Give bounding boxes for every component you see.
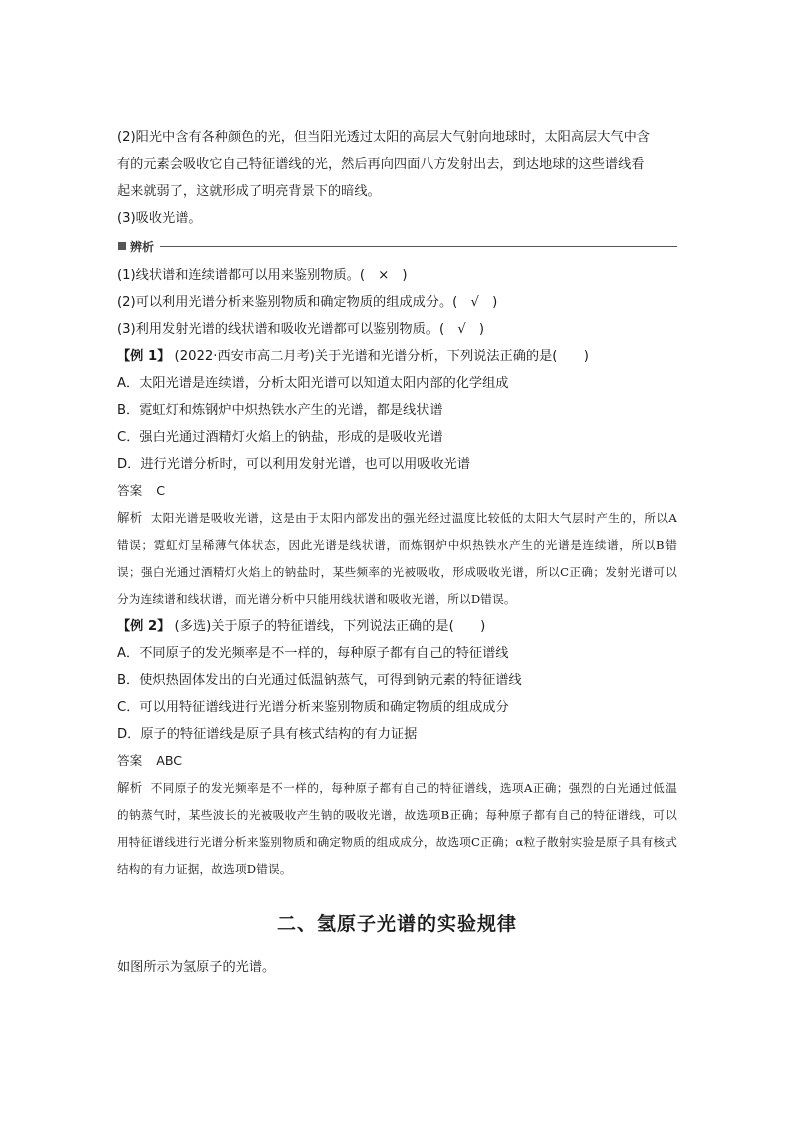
analysis-item-2: (2)可以利用光谱分析来鉴别物质和确定物质的组成成分。( √ ) (117, 295, 498, 310)
intro-point-3: (3)吸收光谱。 (117, 211, 202, 226)
analysis-section-header (117, 234, 677, 258)
example2-option-a: A．不同原子的发光频率是不一样的，每种原子都有自己的特征谱线 (117, 646, 509, 661)
example2-answer-line (117, 748, 677, 774)
example1-tag: 【例 1】 (117, 349, 171, 364)
section2-heading: 二、氢原子光谱的实验规律 (276, 913, 517, 935)
example2-option-d: D．原子的特征谱线是原子具有核式结构的有力证据 (117, 727, 418, 742)
example2-answer: ABC (156, 753, 183, 768)
example1-answer-label: 答案 (117, 483, 143, 498)
example1-stem-line (117, 343, 677, 370)
example2-option-b: B．使炽热固体发出的白光通过低温钠蒸气，可得到钠元素的特征谱线 (117, 673, 522, 688)
analysis-section-label: 辨析 (130, 239, 155, 254)
example2-explanation-block (117, 774, 677, 883)
example2-explanation-label: 解析 (117, 780, 143, 795)
example1-explanation-block (117, 504, 677, 613)
example1-option-c: C．强白光通过酒精灯火焰上的钠盐，形成的是吸收光谱 (117, 430, 443, 445)
example1-answer-line (117, 478, 677, 504)
example1-explanation-label: 解析 (117, 510, 143, 525)
example1-stem: (2022·西安市高二月考)关于光谱和光谱分析，下列说法正确的是( ) (174, 349, 589, 364)
square-bullet-icon (118, 242, 126, 250)
intro-line-3: 起来就弱了，这就形成了明亮背景下的暗线。 (117, 184, 381, 199)
example1-option-a: A．太阳光谱是连续谱，分析太阳光谱可以知道太阳内部的化学组成 (117, 376, 509, 391)
example2-explanation: 不同原子的发光频率是不一样的，每种原子都有自己的特征谱线，选项A正确；强烈的白光通过低温的钠蒸气时，某些波长的光被吸收产生钠的吸收光谱，故选项B正确；每种原子都有自己的特征谱线，可以用特征谱线进行光谱分析来鉴别物质和确定物质的组成成分，故选项C正确；α粒子散射实验是原子具有核式结构的有力证据，故选项D错误。 (117, 781, 677, 876)
example1-option-b: B．霓虹灯和炼钢炉中炽热铁水产生的光谱，都是线状谱 (117, 403, 443, 418)
example2-option-c: C．可以用特征谱线进行光谱分析来鉴别物质和确定物质的组成成分 (117, 700, 509, 715)
analysis-item-3: (3)利用发射光谱的线状谱和吸收光谱都可以鉴别物质。( √ ) (117, 322, 485, 337)
document-page (117, 124, 677, 981)
example1-explanation: 太阳光谱是吸收光谱，这是由于太阳内部发出的强光经过温度比较低的太阳大气层时产生的，所以A错误；霓虹灯呈稀薄气体状态，因此光谱是线状谱，而炼钢炉中炽热铁水产生的光谱是连续谱，所以B错误；强白光通过酒精灯火焰上的钠盐时，某些频率的光被吸收，形成吸收光谱，所以C正确；发射光谱可以分为连续谱和线状谱，而光谱分析中只能用线状谱和吸收光谱，所以D错误。 (117, 511, 677, 606)
example2-stem: (多选)关于原子的特征谱线，下列说法正确的是( ) (174, 619, 486, 634)
example2-stem-line (117, 613, 677, 640)
intro-line-2: 有的元素会吸收它自己特征谱线的光，然后再向四面八方发射出去，到达地球的这些谱线看 (117, 157, 645, 172)
example1-option-d: D．进行光谱分析时，可以利用发射光谱，也可以用吸收光谱 (117, 457, 471, 472)
intro-line-1: (2)阳光中含有各种颜色的光，但当阳光透过太阳的高层大气射向地球时，太阳高层大气中含 (117, 130, 650, 145)
example2-answer-label: 答案 (117, 753, 143, 768)
section-divider (160, 246, 677, 247)
section2-intro-text: 如图所示为氢原子的光谱。 (117, 960, 276, 975)
example2-tag: 【例 2】 (117, 619, 171, 634)
analysis-item-1: (1)线状谱和连续谱都可以用来鉴别物质。( × ) (117, 268, 408, 283)
example1-answer: C (156, 483, 165, 498)
